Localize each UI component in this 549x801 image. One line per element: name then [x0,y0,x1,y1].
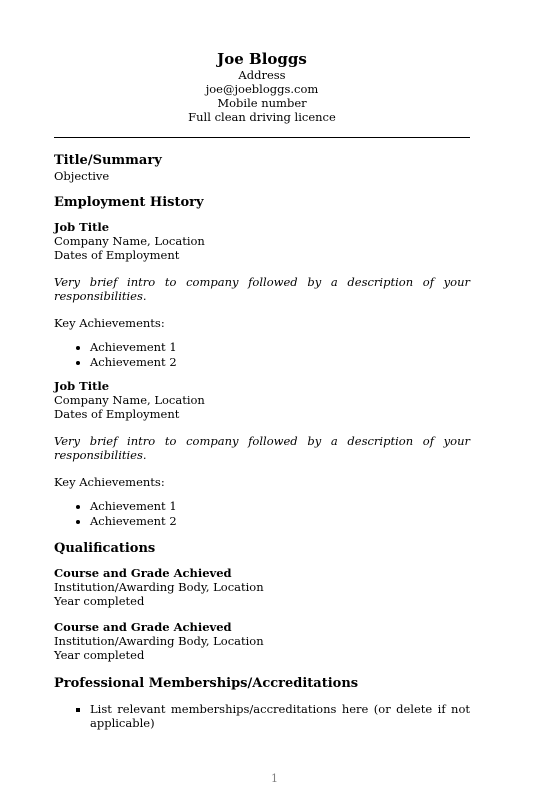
achievements-list [54,340,470,370]
course-title: Course and Grade Achieved [54,566,232,580]
qualifications-section [54,541,470,662]
mobile-line: Mobile number [217,96,307,110]
qualification-entry [54,620,470,662]
year-completed: Year completed [54,648,145,662]
memberships-heading: Professional Memberships/Accreditations [54,676,359,691]
job-company: Company Name, Location [54,393,205,407]
address-line: Address [238,68,286,82]
job-entry [54,379,470,529]
summary-text: Objective [54,169,110,183]
membership-item: ▪ List relevant memberships/accreditations here (or delete if not applicable) [90,702,470,730]
job-description: Very brief intro to company followed by a description of your responsibilities. [54,434,470,462]
key-achievements-label: Key Achievements: [54,475,165,489]
memberships-section [54,676,470,730]
licence-line: Full clean driving licence [188,110,336,124]
job-title: Job Title [54,220,110,234]
year-completed: Year completed [54,594,145,608]
achievement-item: • Achievement 2 [90,514,470,529]
qualification-entry [54,566,470,608]
cv-header [54,50,470,124]
job-company: Company Name, Location [54,234,205,248]
course-title: Course and Grade Achieved [54,620,232,634]
memberships-list [54,702,470,730]
page-number: 1 [271,772,278,785]
institution: Institution/Awarding Body, Location [54,634,264,648]
summary-heading: Title/Summary [54,153,162,168]
employment-section [54,195,470,529]
job-dates: Dates of Employment [54,407,180,421]
qualifications-heading: Qualifications [54,541,156,556]
achievement-item: • Achievement 2 [90,355,470,370]
job-title: Job Title [54,379,110,393]
achievements-list [54,499,470,529]
email-line: joe@joebloggs.com [205,82,319,96]
institution: Institution/Awarding Body, Location [54,580,264,594]
employment-heading: Employment History [54,195,204,210]
cv-content [54,50,470,730]
summary-section [54,153,470,183]
candidate-name: Joe Bloggs [217,50,307,68]
job-entry [54,220,470,370]
achievement-item: • Achievement 1 [90,499,470,514]
job-description: Very brief intro to company followed by a description of your responsibilities. [54,275,470,303]
achievement-item: • Achievement 1 [90,340,470,355]
key-achievements-label: Key Achievements: [54,316,165,330]
job-dates: Dates of Employment [54,248,180,262]
header-divider [54,137,470,138]
